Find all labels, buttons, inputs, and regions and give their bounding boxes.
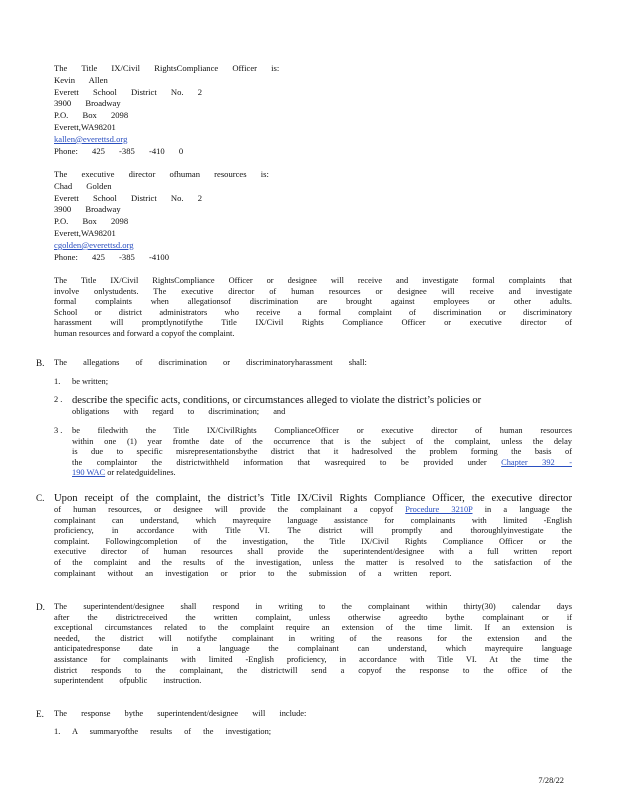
contact-line: The Title IX/Civil RightsCompliance Officer is: — [54, 63, 280, 73]
contact-line: Everett,WA98201 — [54, 121, 116, 132]
contact-name: Chad Golden — [54, 180, 112, 191]
paragraph-line: needed, the district will notifythe complainant in writing of the reasons for the extension and the — [54, 633, 572, 643]
item-line: obligations with regard to discrimination; and — [72, 407, 286, 416]
contact-phone: Phone: 425 -385 -410 0 — [54, 145, 184, 156]
intro-paragraph — [54, 276, 572, 340]
paragraph-line: complainant can understand, which mayrequire language assistance for complainants with limited -English — [54, 515, 572, 525]
paragraph-line: proficiency, in accordance with Title VI. The district will promptly and thoroughlyinvestigate the — [54, 526, 572, 536]
section-letter: C. — [36, 493, 45, 503]
section-letter: E. — [36, 709, 44, 719]
paragraph-line: formal complaints when allegationsof discrimination are brought against employees or other adults. — [54, 297, 572, 307]
wac-link[interactable]: Chapter 392 - — [501, 457, 572, 467]
item-line: within one (1) year fromthe date of the occurrence that is the subject of the complaint, unless the delay — [72, 436, 572, 446]
contact-line: P.O. Box 2098 — [54, 110, 129, 121]
paragraph-line: executive director of human resources shall provide the superintendent/designee with a full written report — [54, 547, 572, 557]
paragraph-line: of human resources, or designee will provide the complainant a copyof Procedure 3210P in a language the — [54, 505, 573, 514]
compliance-officer-contact — [54, 63, 279, 157]
item-number: 1. — [54, 727, 61, 736]
item-number: 2 . — [54, 395, 63, 404]
item-line: be written; — [72, 377, 109, 386]
paragraph-line: The superintendent/designee shall respond in writing to the complainant within thirty(30) calendar days — [54, 602, 572, 611]
paragraph-line: after the districtreceived the written complaint, unless otherwise agreedto bythe complainant or if — [54, 612, 572, 622]
paragraph-line: involve onlystudents. The executive director of human resources or designee will receive and investigate — [54, 286, 572, 296]
section-letter: D. — [36, 602, 45, 612]
email-link[interactable]: kallen@everettsd.org — [54, 133, 128, 144]
section-letter: B. — [36, 358, 45, 368]
paragraph-line: of the complaint and the results of the investigation, unless the matter is resolved to the satisfaction of the — [54, 557, 572, 567]
paragraph-line: harassment will promptlynotifythe Title IX/Civil Rights Compliance Officer or executive director of — [54, 318, 572, 328]
contact-line: 3900 Broadway — [54, 98, 121, 109]
hr-director-contact — [54, 169, 269, 263]
contact-phone: Phone: 425 -385 -4100 — [54, 251, 170, 262]
item-line: describe the specific acts, conditions, or circumstances alleged to violate the district’s policies or — [72, 395, 482, 406]
contact-line: 3900 Broadway — [54, 204, 121, 215]
email-link[interactable]: cgolden@everettsd.org — [54, 239, 134, 250]
paragraph-line: complainant without an investigation or prior to the submission of a written report. — [54, 568, 452, 578]
contact-name: Kevin Allen — [54, 74, 108, 85]
procedure-link[interactable]: Procedure 3210P — [405, 505, 473, 514]
contact-line: Everett,WA98201 — [54, 227, 116, 238]
paragraph-line: The Title IX/Civil RightsCompliance Officer or designee will receive and investigate formal complaints that — [54, 276, 572, 285]
contact-line: The executive director ofhuman resources is: — [54, 169, 269, 179]
paragraph-line: district responds to the complainant, the districtwill send a copyof the response to the office of the — [54, 665, 572, 675]
paragraph-line: exceptional circumstances related to the complaint require an extension of the time limit. If an extension is — [54, 623, 572, 633]
paragraph-line: human resources and forward a copyof the complaint. — [54, 328, 235, 338]
item-number: 1. — [54, 377, 61, 386]
paragraph-line: superintendent ofpublic instruction. — [54, 676, 202, 686]
section-heading: The response bythe superintendent/designee will include: — [54, 709, 307, 718]
paragraph-line: complaint. Followingcompletion of the investigation, the Title IX/Civil Rights Compliance Officer or the — [54, 536, 572, 546]
item-line: A summaryofthe results of the investigation; — [72, 727, 272, 736]
contact-line: Everett School District No. 2 — [54, 86, 203, 97]
item-line: is due to specific misrepresentationsbythe district that it hadresolved the problem forming the basis of — [72, 447, 572, 457]
paragraph-line: assistance for complainants with limited -English proficiency, in accordance with Title VI. At the time the — [54, 654, 572, 664]
paragraph-line: anticipatedresponse date in a language the complainant can understand, which mayrequire language — [54, 644, 572, 654]
contact-line: Everett School District No. 2 — [54, 192, 203, 203]
contact-line: P.O. Box 2098 — [54, 216, 129, 227]
section-heading: The allegations of discrimination or discriminatoryharassment shall: — [54, 358, 367, 367]
footer-date: 7/28/22 — [538, 776, 564, 785]
paragraph-line: School or district administrators who receive a formal complaint of discrimination or discriminatory — [54, 307, 572, 317]
item-line: 190 WAC or relatedguidelines. — [72, 468, 176, 478]
item-line: the complaintor the districtwithheld information that wasrequired to be provided under Chapter 392 - — [72, 457, 572, 467]
item-line: be filedwith the Title IX/CivilRights ComplianceOfficer or executive director of human resources — [72, 426, 572, 435]
item-number: 3 . — [54, 426, 63, 435]
section-heading: Upon receipt of the complaint, the district’s Title IX/Civil Rights Compliance Officer, the executive director — [54, 493, 572, 504]
wac-link[interactable]: 190 WAC — [72, 468, 106, 478]
